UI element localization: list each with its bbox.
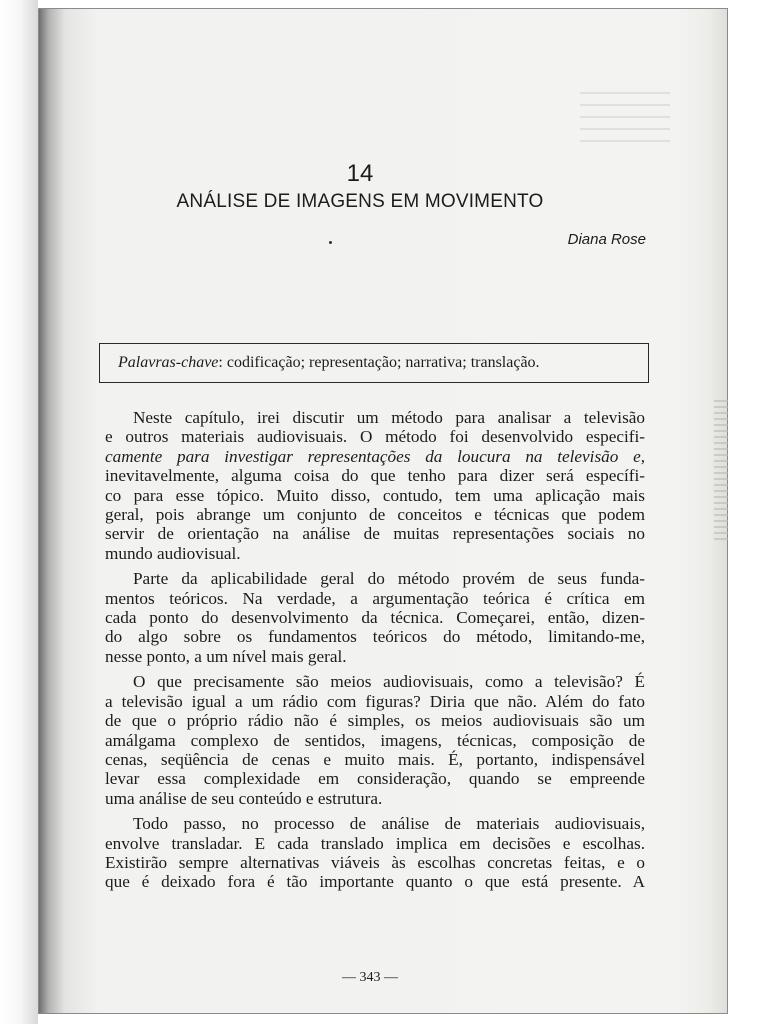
page-number: — 343 —	[342, 970, 398, 985]
paragraph	[105, 569, 645, 666]
text-line: cada ponto do desenvolvimento da técnica. Começarei, então, dizen-	[105, 608, 645, 628]
text-line: mentos teóricos. Na verdade, a argumentação teórica é crítica em	[105, 588, 645, 608]
text-line: servir de orientação na análise de muitas representações sociais no	[105, 524, 645, 544]
text-line: inevitavelmente, alguma coisa do que tenho para dizer será específi-	[105, 466, 645, 486]
book-gutter-shadow	[0, 0, 38, 1024]
chapter-title	[140, 191, 580, 213]
text-line: a televisão igual a um rádio com figuras? Diria que não. Além do fato	[105, 691, 645, 711]
paragraph	[105, 672, 645, 808]
text-line: amálgama complexo de sentidos, imagens, técnicas, composição de	[105, 730, 645, 750]
text-line: Neste capítulo, irei discutir um método para analisar a televisão	[133, 408, 645, 427]
text-line: Existirão sempre alternativas viáveis às escolhas concretas feitas, e o	[105, 852, 645, 872]
chapter-title-text: ANÁLISE DE IMAGENS EM MOVIMENTO	[176, 191, 544, 212]
keywords-values: : codificação; representação; narrativa; translação.	[218, 354, 540, 371]
text-line: geral, pois abrange um conjunto de conceitos e técnicas que podem	[105, 505, 645, 525]
text-line: mundo audiovisual.	[105, 543, 241, 563]
text-line: nesse ponto, a um nível mais geral.	[105, 646, 347, 666]
text-line: camente para investigar representações da loucura na televisão e,	[105, 446, 645, 466]
keywords-box	[99, 343, 649, 383]
text-line: Parte da aplicabilidade geral do método provém de seus funda-	[133, 569, 645, 589]
text-line: que é deixado fora é tão importante quanto o que está presente. A	[105, 872, 645, 892]
text-line: Todo passo, no processo de análise de materiais audiovisuais,	[133, 814, 645, 834]
decorative-dot	[329, 241, 332, 244]
margin-bleed-marks	[714, 400, 728, 540]
text-line: do algo sobre os fundamentos teóricos do método, limitando-me,	[105, 627, 645, 647]
paragraph	[105, 814, 645, 892]
text-line: cenas, seqüência de cenas e muito mais. É, portanto, indispensável	[105, 749, 645, 769]
text-line: levar essa complexidade em consideração, quando se empreende	[105, 769, 645, 789]
chapter-author: Diana Rose	[567, 231, 646, 248]
body-text	[105, 408, 645, 892]
keywords-label: Palavras-chave	[118, 354, 219, 371]
text-line: e outros materiais audiovisuais. O método foi desenvolvido especifi-	[105, 427, 645, 447]
text-line: O que precisamente são meios audiovisuais, como a televisão? É	[133, 672, 645, 692]
text-line: de que o próprio rádio não é simples, os meios audiovisuais são um	[105, 711, 645, 731]
bleed-through-text	[580, 92, 670, 142]
paragraph	[105, 408, 645, 563]
text-line: uma análise de seu conteúdo e estrutura.	[105, 788, 383, 808]
text-line: envolve transladar. E cada translado implica em decisões e escolhas.	[105, 833, 645, 853]
text-line: co para esse tópico. Muito disso, contudo, tem uma aplicação mais	[105, 485, 645, 505]
page-right-margin	[728, 0, 768, 1024]
chapter-number: 14	[346, 160, 374, 187]
